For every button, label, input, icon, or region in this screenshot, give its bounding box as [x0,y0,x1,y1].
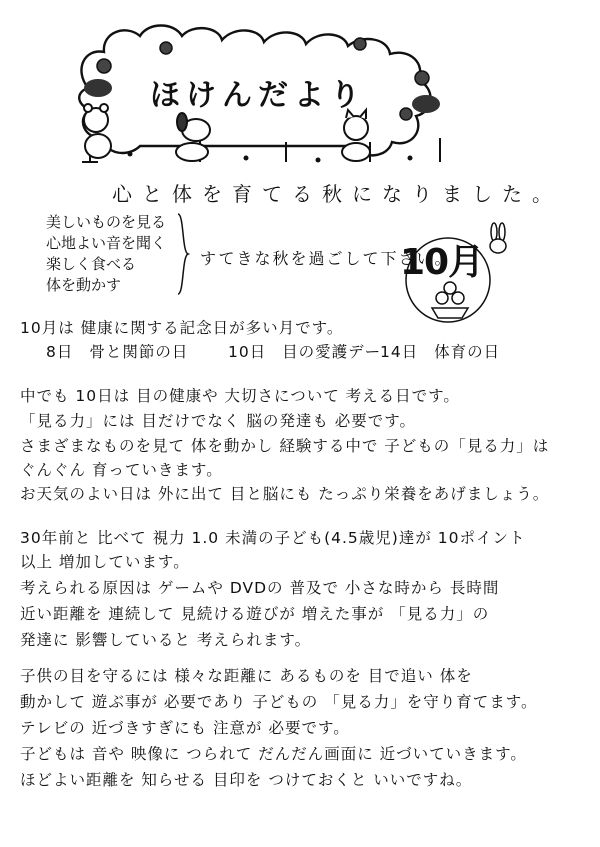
activity-list [46,212,166,296]
health-day-name: 骨と関節の日 [89,343,189,361]
paragraph2-line: 近い距離を 連続して 見続ける遊びが 増えた事が 「見る力」の [20,605,490,623]
paragraph1-line: 中でも 10日は 目の健康や 大切さについて 考える日です。 [20,387,460,405]
paragraph1-line: お天気のよい日は 外に出て 目と脳にも たっぷり栄養をあげましょう。 [20,485,550,503]
paragraph1-line: さまざまなものを見て 体を動かし 経験する中で 子どもの「見る力」は [20,437,550,455]
list-item: 心地よい音を聞く [46,234,167,252]
bear-icon [84,104,111,158]
health-day-name: 体育の日 [434,343,501,361]
health-days-intro: 10月は 健康に関する記念日が多い月です。 [20,319,344,337]
health-day-item [228,340,381,362]
list-item: 体を動かす [46,276,122,294]
month-label: 10月 [400,242,484,283]
health-day-name: 目の愛護デー [282,343,382,361]
health-day-item [46,340,188,362]
health-day-item [380,340,500,362]
paragraph1-line: 「見る力」には 目だけでなく 脳の発達も 必要です。 [20,412,417,430]
health-day-date: 14日 [380,343,419,361]
dog-icon [176,113,210,161]
paragraph3-line: 子どもは 音や 映像に つられて だんだん画面に 近づいていきます。 [20,745,527,763]
paragraph2-line: 発達に 影響していると 考えられます。 [20,631,312,649]
cat-icon [342,110,370,161]
paragraph3-line: 動かして 遊ぶ事が 必要であり 子どもの 「見る力」を守り育てます。 [20,693,538,711]
paragraph1-line: ぐんぐん 育っていきます。 [20,461,223,479]
list-item: 美しいものを見る [46,213,167,231]
paragraph2-line: 30年前と 比べて 視力 1.0 未満の子ども(4.5歳児)達が 10ポイント [20,529,526,547]
paragraph3-line: ほどよい距離を 知らせる 目印を つけておくと いいですね。 [20,771,473,789]
brace-icon [176,212,190,296]
list-item: 楽しく食べる [46,255,137,273]
closing-line: すてきな秋を過ごして下さい。 [200,249,453,268]
health-day-date: 10日 [228,343,267,361]
paragraph2-line: 考えられる原因は ゲームや DVDの 普及で 小さな時から 長時間 [20,579,500,597]
health-day-date: 8日 [46,343,74,361]
paragraph2-line: 以上 増加しています。 [20,553,190,571]
newsletter-title: ほけんだより [150,78,366,113]
paragraph3-line: テレビの 近づきすぎにも 注意が 必要です。 [20,719,350,737]
rabbit-icon [490,223,506,253]
paragraph3-line: 子供の目を守るには 様々な距離に あるものを 目で追い 体を [20,667,473,685]
month-badge [398,218,510,330]
dango-offering-icon [432,282,468,318]
subtitle: 心と体を育てる秋になりました。 [112,182,562,206]
